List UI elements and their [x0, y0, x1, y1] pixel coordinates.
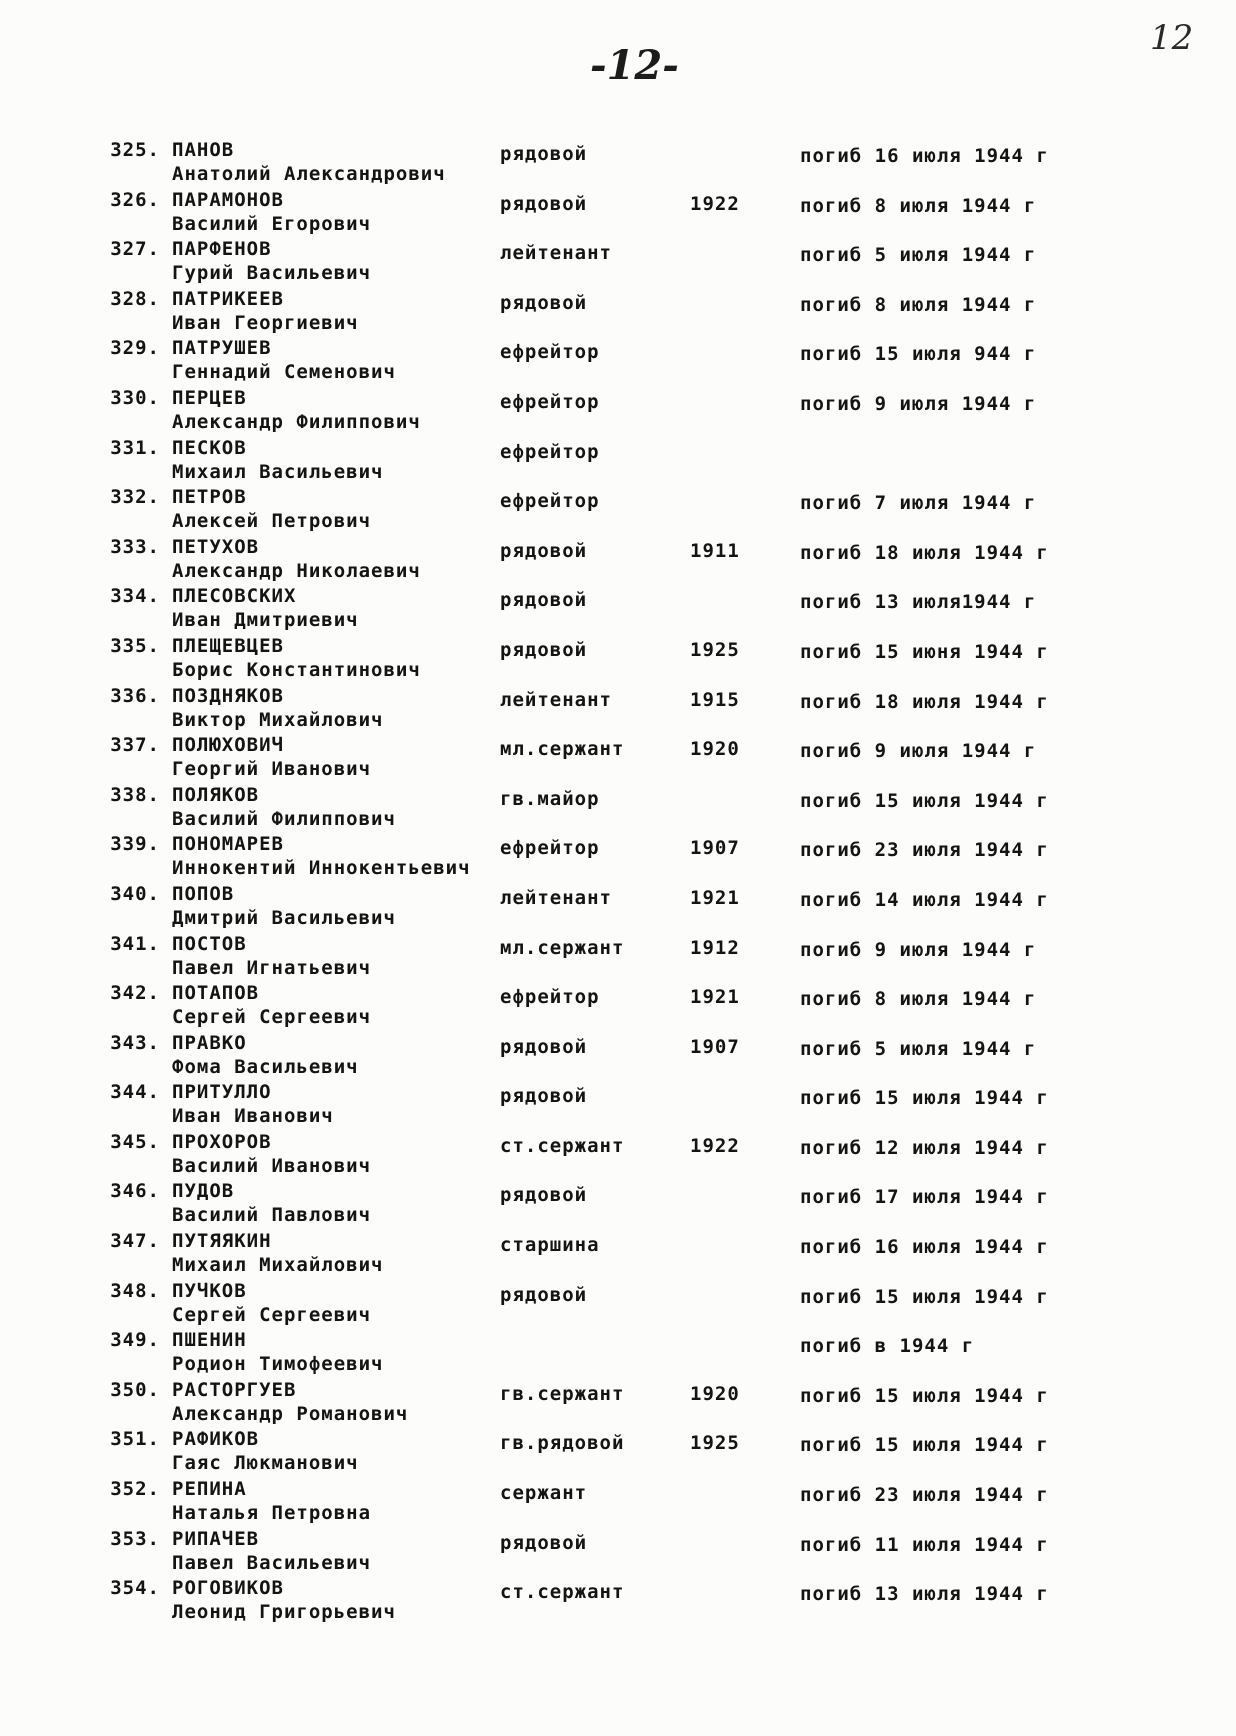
entry-number: 352.	[110, 1478, 160, 1501]
entry-birth-year: 1911	[690, 539, 740, 562]
entry-number: 344.	[110, 1081, 160, 1104]
list-item	[0, 1080, 1236, 1130]
entry-surname: ПОТАПОВ	[172, 982, 260, 1005]
entry-surname: ПОЛЮХОВИЧ	[172, 734, 284, 757]
entry-fate: погиб 15 июня 1944 г	[800, 640, 1049, 663]
list-item	[0, 287, 1236, 337]
entry-given-names: Анатолий Александрович	[172, 163, 446, 185]
list-item	[0, 1328, 1236, 1378]
entry-given-names: Иван Дмитриевич	[172, 609, 359, 632]
entry-fate: погиб 8 июля 1944 г	[800, 194, 1037, 217]
list-item	[0, 485, 1236, 535]
list-item	[0, 188, 1236, 238]
entry-number: 348.	[110, 1279, 160, 1302]
entry-rank: мл.сержант	[500, 738, 625, 761]
entry-fate: погиб 5 июля 1944 г	[800, 1037, 1037, 1060]
entry-number: 335.	[110, 634, 160, 657]
entry-fate: погиб 15 июля 1944 г	[800, 1087, 1049, 1110]
entry-number: 326.	[110, 188, 160, 211]
entry-number: 331.	[110, 436, 160, 459]
entry-birth-year: 1921	[690, 986, 740, 1009]
entry-rank: рядовой	[500, 1283, 588, 1306]
list-item	[0, 1576, 1236, 1626]
entry-surname: РЕПИНА	[172, 1478, 247, 1501]
entry-given-names: Сергей Сергеевич	[172, 1006, 372, 1029]
page-number-top: -12-	[590, 42, 679, 89]
entry-surname: ПЕРЦЕВ	[172, 386, 247, 409]
list-item	[0, 336, 1236, 386]
entry-given-names: Леонид Григорьевич	[172, 1601, 396, 1624]
entry-number: 345.	[110, 1130, 160, 1153]
entry-given-names: Александр Николаевич	[172, 559, 421, 582]
entry-given-names: Фома Васильевич	[172, 1055, 359, 1078]
entry-birth-year: 1922	[690, 1134, 740, 1157]
list-item	[0, 783, 1236, 833]
entry-surname: ПАРФЕНОВ	[172, 238, 272, 261]
entry-number: 341.	[110, 932, 160, 955]
entry-fate: погиб 15 июля 1944 г	[800, 1384, 1049, 1407]
entry-number: 347.	[110, 1230, 160, 1253]
entry-number: 332.	[110, 486, 160, 509]
entry-given-names: Гурий Васильевич	[172, 262, 372, 285]
entry-surname: ПАНОВ	[172, 139, 235, 161]
entry-number: 327.	[110, 238, 160, 261]
entry-fate: погиб 17 июля 1944 г	[800, 1186, 1049, 1209]
list-item	[0, 386, 1236, 436]
entry-number: 353.	[110, 1527, 160, 1550]
entry-rank: рядовой	[500, 1531, 588, 1554]
entry-given-names: Павел Игнатьевич	[172, 956, 372, 979]
entry-surname: ПОПОВ	[172, 882, 235, 905]
entry-rank: рядовой	[500, 638, 588, 661]
entry-given-names: Виктор Михайлович	[172, 708, 384, 731]
list-item	[0, 832, 1236, 882]
entry-surname: РАФИКОВ	[172, 1428, 260, 1451]
entry-fate: погиб 11 июля 1944 г	[800, 1533, 1049, 1556]
entry-rank: ефрейтор	[500, 837, 600, 860]
entry-given-names: Василий Егорович	[172, 212, 372, 235]
entry-rank: ст.сержант	[500, 1581, 625, 1604]
list-item	[0, 1279, 1236, 1329]
entry-fate: погиб 15 июля 1944 г	[800, 789, 1049, 812]
entry-fate: погиб 18 июля 1944 г	[800, 690, 1049, 713]
entry-rank: рядовой	[500, 1035, 588, 1058]
entry-rank: мл.сержант	[500, 936, 625, 959]
entry-given-names: Родион Тимофеевич	[172, 1353, 384, 1376]
entry-rank: рядовой	[500, 1085, 588, 1108]
list-item	[0, 1527, 1236, 1577]
entry-fate: погиб 9 июля 1944 г	[800, 740, 1037, 763]
entry-number: 333.	[110, 535, 160, 558]
entry-number: 329.	[110, 337, 160, 360]
entry-fate: погиб 16 июля 1944 г	[800, 1236, 1049, 1259]
entry-given-names: Борис Константинович	[172, 658, 421, 681]
list-item	[0, 1378, 1236, 1428]
entry-birth-year: 1925	[690, 1432, 740, 1455]
entry-surname: РИПАЧЕВ	[172, 1527, 260, 1550]
entry-given-names: Василий Иванович	[172, 1154, 372, 1177]
entry-birth-year: 1920	[690, 1382, 740, 1405]
entry-fate: погиб 18 июля 1944 г	[800, 541, 1049, 564]
list-item	[0, 733, 1236, 783]
entry-fate: погиб 9 июля 1944 г	[800, 392, 1037, 415]
entry-number: 351.	[110, 1428, 160, 1451]
entry-fate: погиб 12 июля 1944 г	[800, 1136, 1049, 1159]
list-item	[0, 981, 1236, 1031]
entry-surname: ПЛЕСОВСКИХ	[172, 585, 297, 608]
entry-given-names: Сергей Сергеевич	[172, 1303, 372, 1326]
entry-rank: ефрейтор	[500, 490, 600, 513]
list-item	[0, 932, 1236, 982]
entry-rank: рядовой	[500, 143, 588, 165]
entry-surname: ПРОХОРОВ	[172, 1130, 272, 1153]
list-item	[0, 1179, 1236, 1229]
entry-rank: лейтенант	[500, 242, 612, 265]
entry-given-names: Дмитрий Васильевич	[172, 906, 396, 929]
entry-fate: погиб 7 июля 1944 г	[800, 492, 1037, 515]
list-item	[0, 1427, 1236, 1477]
entry-birth-year: 1907	[690, 837, 740, 860]
entry-birth-year: 1912	[690, 936, 740, 959]
entry-rank: ефрейтор	[500, 341, 600, 364]
entry-rank: рядовой	[500, 192, 588, 215]
page-number-corner: 12	[1150, 18, 1194, 58]
entry-fate: погиб 8 июля 1944 г	[800, 293, 1037, 316]
list-item	[0, 584, 1236, 634]
entry-surname: ПУТЯЯКИН	[172, 1230, 272, 1253]
entry-surname: ПАРАМОНОВ	[172, 188, 284, 211]
entry-given-names: Иннокентий Иннокентьевич	[172, 857, 471, 880]
entry-fate: погиб 13 июля1944 г	[800, 591, 1037, 614]
entry-given-names: Алексей Петрович	[172, 510, 372, 533]
entry-surname: ПАТРИКЕЕВ	[172, 287, 284, 310]
entry-given-names: Гаяс Люкманович	[172, 1452, 359, 1475]
entry-number: 325.	[110, 139, 160, 161]
entry-birth-year: 1920	[690, 738, 740, 761]
entry-fate: погиб 5 июля 1944 г	[800, 244, 1037, 267]
entry-number: 337.	[110, 734, 160, 757]
list-item	[0, 138, 1236, 188]
entry-fate: погиб 9 июля 1944 г	[800, 938, 1037, 961]
list-item	[0, 1229, 1236, 1279]
entry-rank: гв.рядовой	[500, 1432, 625, 1455]
entry-birth-year: 1922	[690, 192, 740, 215]
list-item	[0, 882, 1236, 932]
entry-fate: погиб 15 июля 944 г	[800, 343, 1037, 366]
entry-fate: погиб 15 июля 1944 г	[800, 1285, 1049, 1308]
entry-given-names: Георгий Иванович	[172, 758, 372, 781]
entry-number: 334.	[110, 585, 160, 608]
entry-rank: рядовой	[500, 589, 588, 612]
entries-list	[0, 138, 1236, 1626]
entry-surname: ПЕСКОВ	[172, 436, 247, 459]
entry-number: 346.	[110, 1180, 160, 1203]
entry-surname: ПЕТУХОВ	[172, 535, 260, 558]
entry-surname: ПОСТОВ	[172, 932, 247, 955]
list-item	[0, 634, 1236, 684]
entry-number: 339.	[110, 833, 160, 856]
entry-surname: РАСТОРГУЕВ	[172, 1378, 297, 1401]
entry-given-names: Михаил Васильевич	[172, 460, 384, 483]
entry-rank: лейтенант	[500, 886, 612, 909]
entry-surname: ПОЗДНЯКОВ	[172, 684, 284, 707]
entry-given-names: Василий Павлович	[172, 1204, 372, 1227]
entry-surname: ПРАВКО	[172, 1031, 247, 1054]
entry-number: 349.	[110, 1329, 160, 1352]
entry-given-names: Геннадий Семенович	[172, 361, 396, 384]
entry-number: 338.	[110, 783, 160, 806]
entry-rank: рядовой	[500, 1184, 588, 1207]
entry-rank: ефрейтор	[500, 390, 600, 413]
entry-fate: погиб 8 июля 1944 г	[800, 988, 1037, 1011]
list-item	[0, 684, 1236, 734]
entry-rank: ефрейтор	[500, 986, 600, 1009]
entry-birth-year: 1921	[690, 886, 740, 909]
entry-surname: ПАТРУШЕВ	[172, 337, 272, 360]
entry-given-names: Александр Романович	[172, 1402, 409, 1425]
entry-given-names: Наталья Петровна	[172, 1502, 372, 1525]
entry-surname: ПУДОВ	[172, 1180, 235, 1203]
entry-rank: сержант	[500, 1482, 588, 1505]
entry-surname: ПРИТУЛЛО	[172, 1081, 272, 1104]
entry-surname: ПУЧКОВ	[172, 1279, 247, 1302]
entry-number: 354.	[110, 1577, 160, 1600]
entry-number: 350.	[110, 1378, 160, 1401]
entry-surname: ПШЕНИН	[172, 1329, 247, 1352]
entry-fate: погиб 13 июля 1944 г	[800, 1583, 1049, 1606]
list-item	[0, 436, 1236, 486]
entry-rank: лейтенант	[500, 688, 612, 711]
entry-rank: рядовой	[500, 291, 588, 314]
entry-number: 336.	[110, 684, 160, 707]
entry-number: 328.	[110, 287, 160, 310]
entry-surname: ПЛЕЩЕВЦЕВ	[172, 634, 284, 657]
entry-rank: старшина	[500, 1234, 600, 1257]
entry-rank: ст.сержант	[500, 1134, 625, 1157]
entry-number: 330.	[110, 386, 160, 409]
list-item	[0, 1477, 1236, 1527]
entry-rank: рядовой	[500, 539, 588, 562]
list-item	[0, 1130, 1236, 1180]
entry-fate: погиб 23 июля 1944 г	[800, 839, 1049, 862]
entry-fate: погиб 16 июля 1944 г	[800, 145, 1049, 167]
entry-birth-year: 1925	[690, 638, 740, 661]
entry-fate: погиб в 1944 г	[800, 1335, 975, 1358]
entry-surname: ПЕТРОВ	[172, 486, 247, 509]
entry-fate: погиб 15 июля 1944 г	[800, 1434, 1049, 1457]
entry-number: 342.	[110, 982, 160, 1005]
entry-given-names: Иван Георгиевич	[172, 311, 359, 334]
entry-given-names: Михаил Михайлович	[172, 1254, 384, 1277]
entry-surname: РОГОВИКОВ	[172, 1577, 284, 1600]
entry-number: 340.	[110, 882, 160, 905]
entry-given-names: Василий Филиппович	[172, 807, 396, 830]
list-item	[0, 237, 1236, 287]
entry-number: 343.	[110, 1031, 160, 1054]
entry-fate: погиб 14 июля 1944 г	[800, 888, 1049, 911]
entry-rank: гв.сержант	[500, 1382, 625, 1405]
entry-birth-year: 1907	[690, 1035, 740, 1058]
list-item	[0, 1031, 1236, 1081]
entry-rank: гв.майор	[500, 787, 600, 810]
entry-rank: ефрейтор	[500, 440, 600, 463]
list-item	[0, 535, 1236, 585]
entry-birth-year: 1915	[690, 688, 740, 711]
entry-given-names: Павел Васильевич	[172, 1551, 372, 1574]
entry-given-names: Иван Иванович	[172, 1105, 334, 1128]
entry-surname: ПОНОМАРЕВ	[172, 833, 284, 856]
entry-fate: погиб 23 июля 1944 г	[800, 1484, 1049, 1507]
entry-surname: ПОЛЯКОВ	[172, 783, 260, 806]
entry-given-names: Александр Филиппович	[172, 410, 421, 433]
